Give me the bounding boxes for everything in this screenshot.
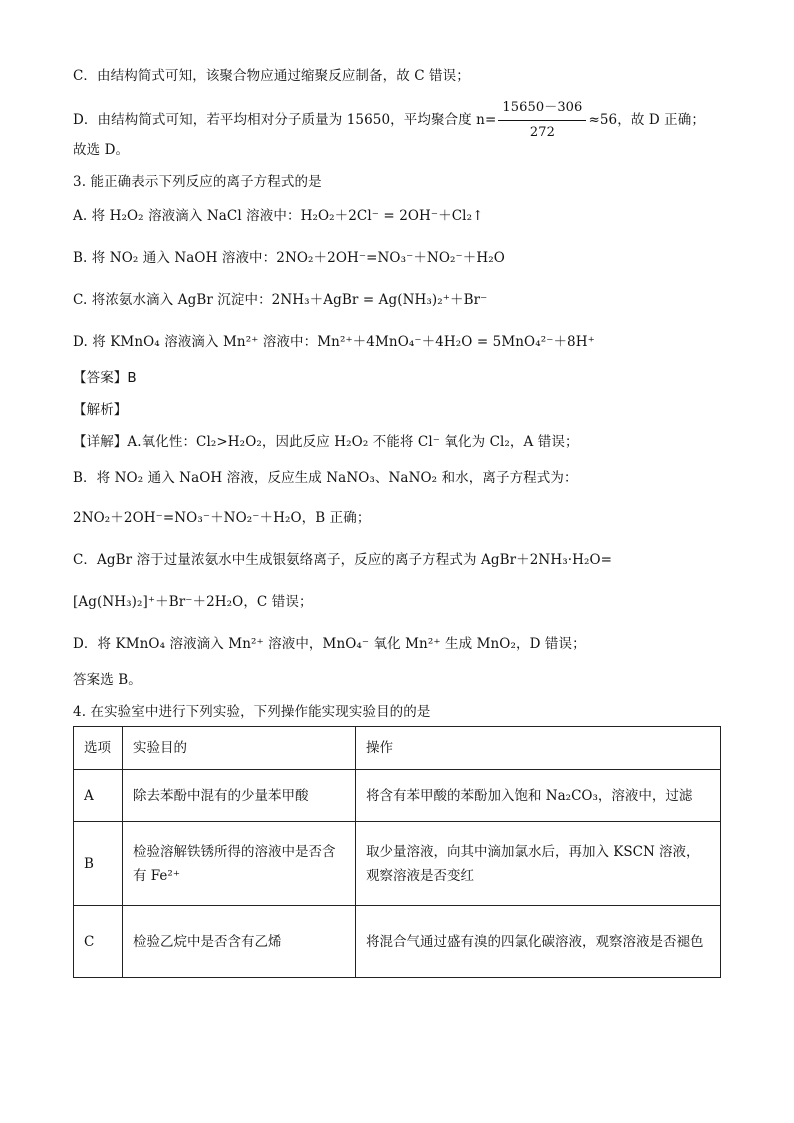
row-purpose: 检验乙烷中是否含有乙烯 <box>123 906 356 978</box>
table-header-row <box>74 727 721 770</box>
question-3-option-b: B. 将 NO₂ 通入 NaOH 溶液中：2NO₂＋2OH⁻=NO₃⁻＋NO₂⁻＋H₂O <box>73 250 505 266</box>
table-row <box>74 770 721 822</box>
detail-explanation-c: C．AgBr 溶于过量浓氨水中生成银氨络离子，反应的离子方程式为 AgBr＋2NH₃·H₂O= <box>73 552 613 568</box>
analysis-label: 【解析】 <box>73 402 128 418</box>
row-option: C <box>74 906 123 978</box>
fraction-numerator: 15650－306 <box>498 98 586 121</box>
answer-choice-d: 故选 D。 <box>73 142 130 158</box>
answer-label: 【答案】B <box>73 370 137 386</box>
question-4-stem: 4. 在实验室中进行下列实验，下列操作能实现实验目的的是 <box>73 704 431 720</box>
detail-explanation-b: B．将 NO₂ 通入 NaOH 溶液，反应生成 NaNO₃、NaNO₂ 和水，离子方程式为： <box>73 470 578 486</box>
fraction-denominator: 272 <box>529 125 555 140</box>
question-3-option-a: A. 将 H₂O₂ 溶液滴入 NaCl 溶液中：H₂O₂＋2Cl⁻ = 2OH⁻＋Cl₂↑ <box>73 208 484 224</box>
detail-equation-c: [Ag(NH₃)₂]⁺＋Br⁻＋2H₂O，C 错误； <box>73 594 313 610</box>
option-c-explanation: C．由结构简式可知，该聚合物应通过缩聚反应制备，故 C 错误； <box>73 68 470 84</box>
header-operation: 操作 <box>356 727 721 770</box>
option-d-text: D．由结构简式可知，若平均相对分子质量为 15650，平均聚合度 n= <box>73 112 497 128</box>
table-row <box>74 906 721 978</box>
detail-equation-b: 2NO₂＋2OH⁻=NO₃⁻＋NO₂⁻＋H₂O，B 正确； <box>73 510 371 526</box>
header-purpose: 实验目的 <box>123 727 356 770</box>
row-option: B <box>74 822 123 906</box>
header-option: 选项 <box>74 727 123 770</box>
row-purpose: 检验溶解铁锈所得的溶液中是否含有 Fe²⁺ <box>123 822 356 906</box>
experiment-table <box>73 726 721 978</box>
row-option: A <box>74 770 123 822</box>
question-3-option-d: D. 将 KMnO₄ 溶液滴入 Mn²⁺ 溶液中：Mn²⁺＋4MnO₄⁻＋4H₂O = 5MnO₄²⁻＋8H⁺ <box>73 334 595 350</box>
option-d-explanation <box>73 98 705 143</box>
polymerization-fraction <box>498 98 586 143</box>
row-operation: 将含有苯甲酸的苯酚加入饱和 Na₂CO₃，溶液中，过滤 <box>356 770 721 822</box>
table-row <box>74 822 721 906</box>
row-operation: 将混合气通过盛有溴的四氯化碳溶液，观察溶液是否褪色 <box>356 906 721 978</box>
question-3-stem: 3. 能正确表示下列反应的离子方程式的是 <box>73 174 322 190</box>
detail-explanation-a: 【详解】A.氧化性：Cl₂>H₂O₂，因此反应 H₂O₂ 不能将 Cl⁻ 氧化为 Cl₂，A 错误； <box>73 434 579 450</box>
row-operation: 取少量溶液，向其中滴加氯水后，再加入 KSCN 溶液，观察溶液是否变红 <box>356 822 721 906</box>
final-answer: 答案选 B。 <box>73 672 142 688</box>
option-d-conclusion: ≈56，故 D 正确； <box>588 112 705 128</box>
question-3-option-c: C. 将浓氨水滴入 AgBr 沉淀中：2NH₃＋AgBr = Ag(NH₃)₂⁺＋Br⁻ <box>73 292 488 308</box>
detail-explanation-d: D．将 KMnO₄ 溶液滴入 Mn²⁺ 溶液中，MnO₄⁻ 氧化 Mn²⁺ 生成 MnO₂，D 错误； <box>73 636 586 652</box>
row-purpose: 除去苯酚中混有的少量苯甲酸 <box>123 770 356 822</box>
